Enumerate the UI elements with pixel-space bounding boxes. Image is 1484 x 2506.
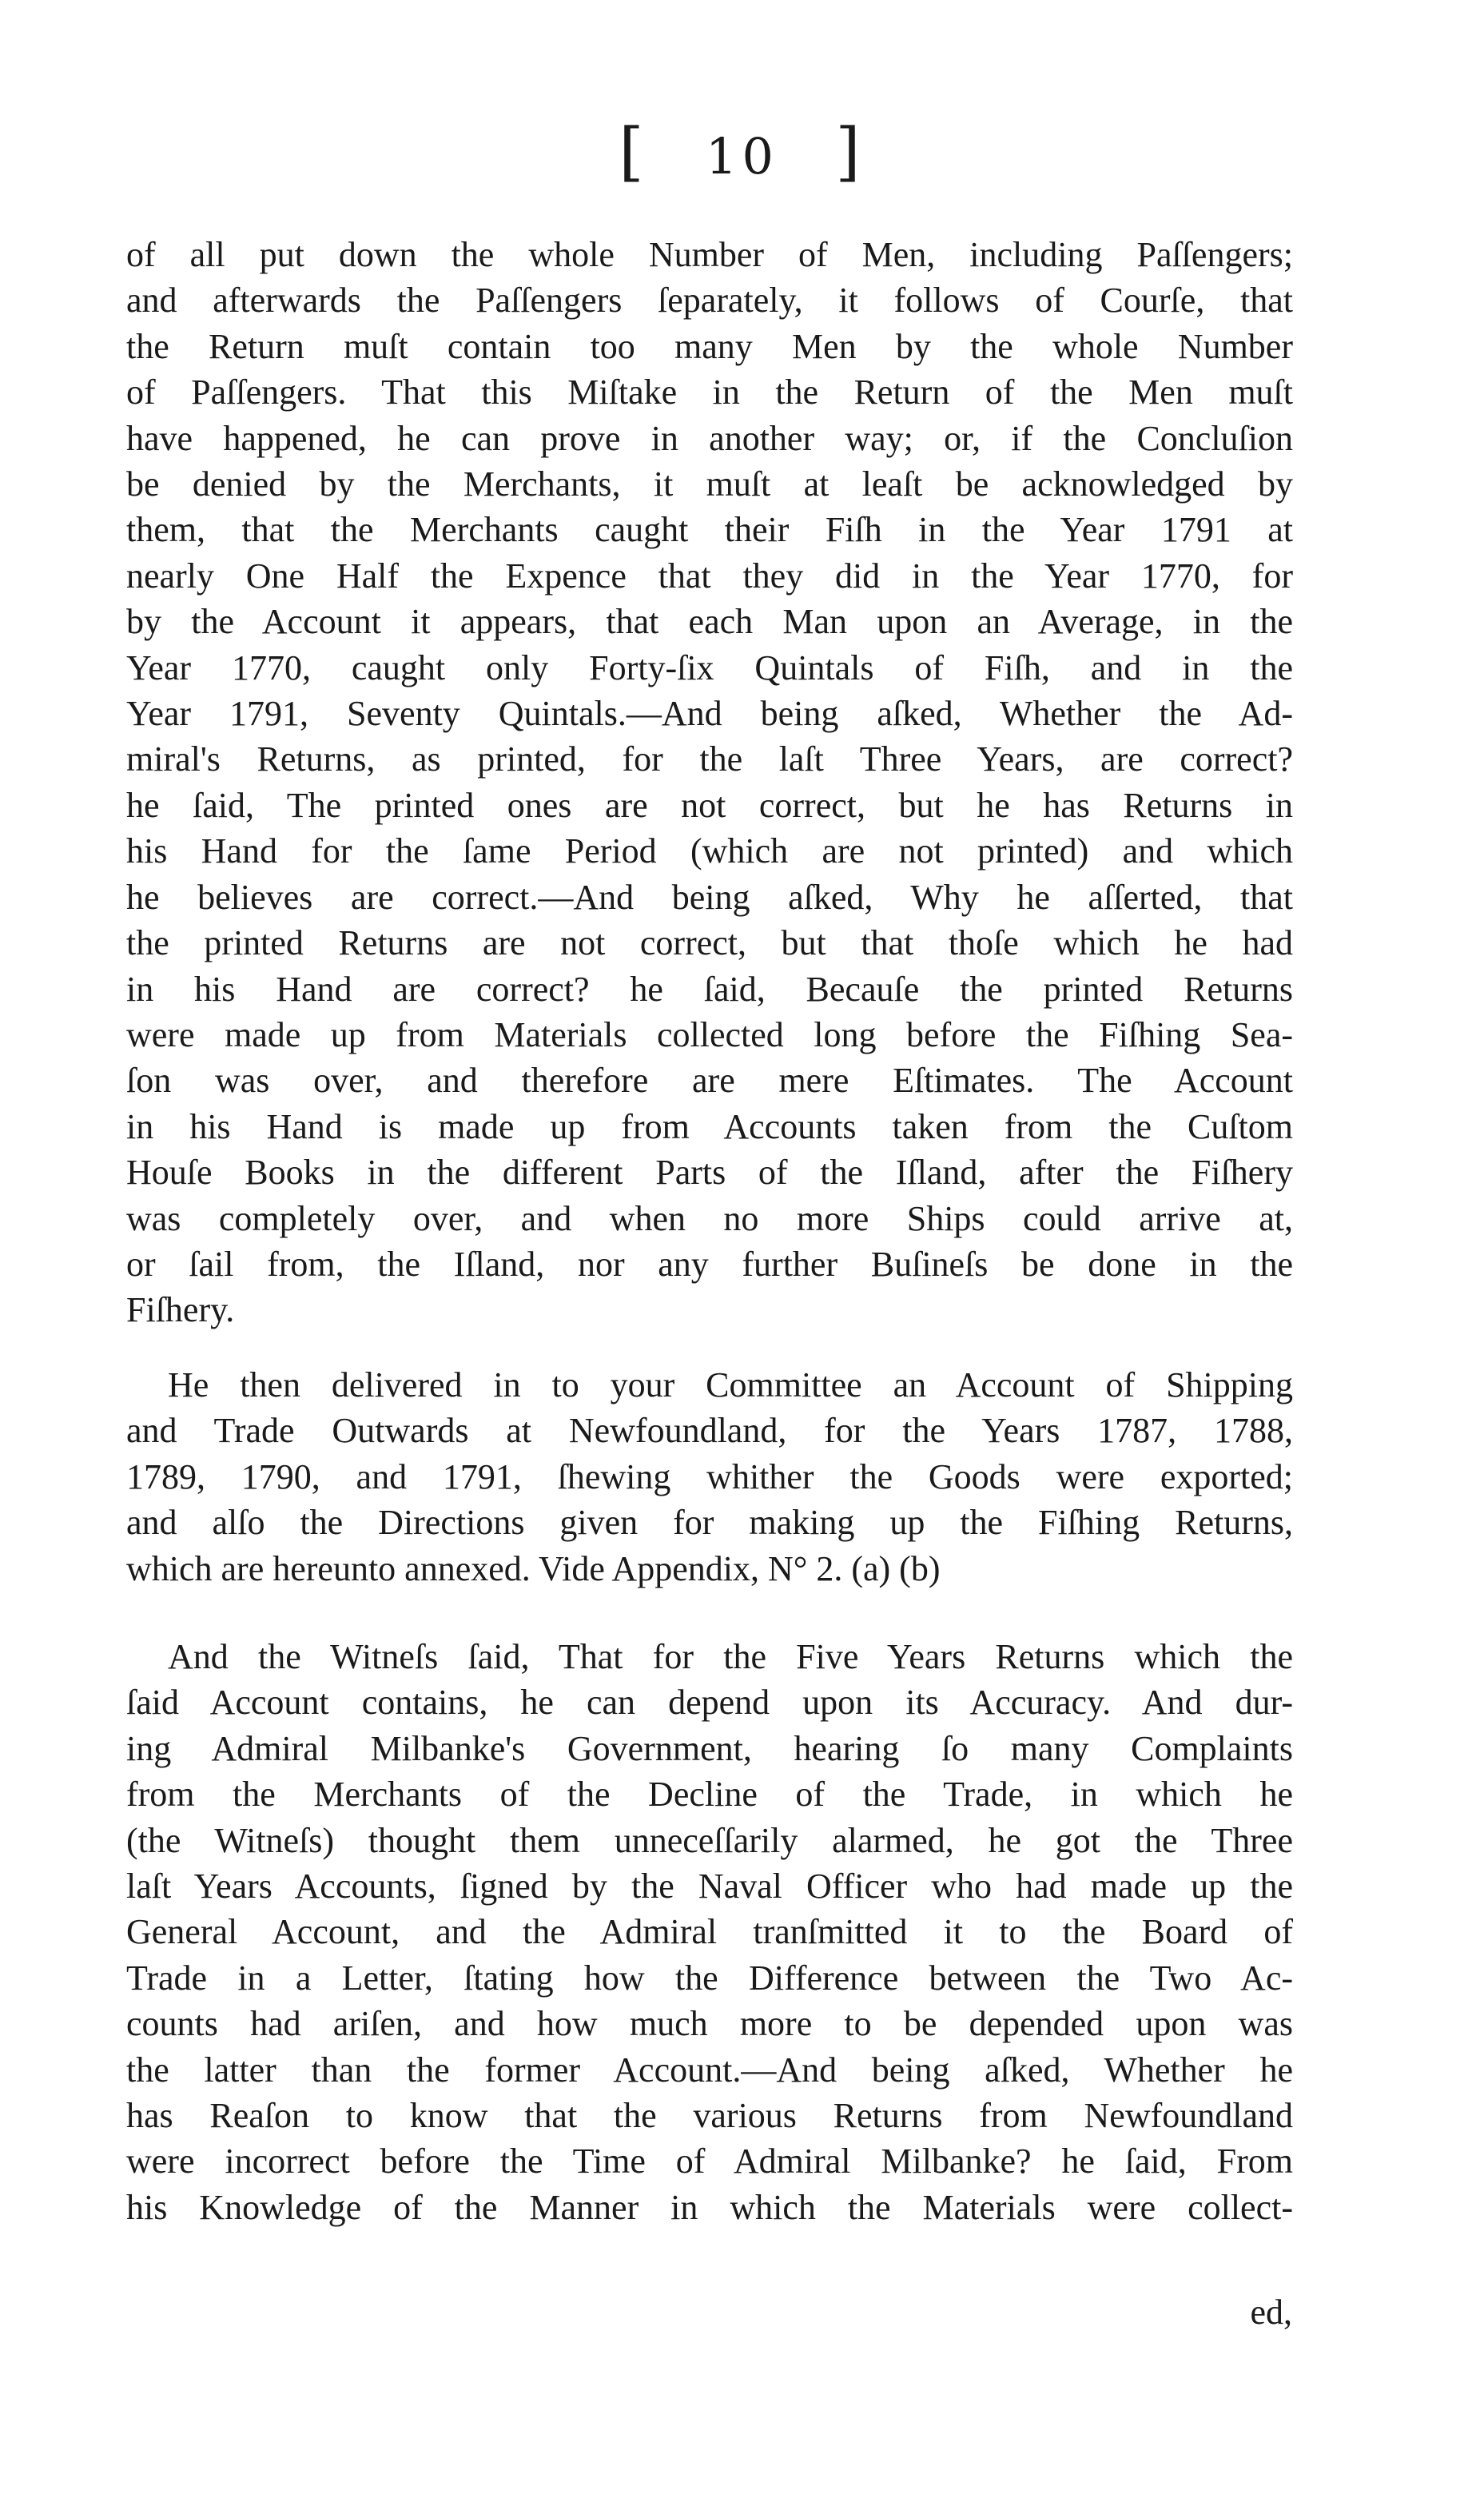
text-line: his Knowledge of the Manner in which the Materials were collect- bbox=[126, 2187, 1293, 2227]
text-line: of Paſſengers. That this Miſtake in the Return of the Men muſt bbox=[126, 373, 1293, 412]
catchword: ed, bbox=[1250, 2293, 1292, 2332]
text-line: he believes are correct.—And being aſked, Why he aſſerted, that bbox=[126, 877, 1293, 917]
text-line: was completely over, and when no more Ships could arrive at, bbox=[126, 1198, 1293, 1238]
text-line: from the Merchants of the Decline of the Trade, in which he bbox=[126, 1775, 1293, 1815]
text-line: or ſail from, the Iſland, nor any further Buſineſs be done in the bbox=[126, 1244, 1293, 1284]
text-line: of all put down the whole Number of Men, including Paſſengers; bbox=[126, 235, 1293, 274]
text-line: them, that the Merchants caught their Fiſh in the Year 1791 at bbox=[126, 510, 1293, 550]
paragraph-3 bbox=[126, 1634, 1293, 2230]
text-line: the printed Returns are not correct, but that thoſe which he had bbox=[126, 923, 1293, 963]
text-line: Trade in a Letter, ſtating how the Difference between the Two Ac- bbox=[126, 1958, 1293, 1998]
text-line: nearly One Half the Expence that they did in the Year 1770, for bbox=[126, 556, 1293, 596]
bracket-open: [ bbox=[619, 114, 649, 189]
text-line: ing Admiral Milbanke's Government, hearing ſo many Complaints bbox=[126, 1728, 1293, 1768]
text-line: the latter than the former Account.—And being aſked, Whether he bbox=[126, 2050, 1293, 2090]
text-line: he ſaid, The printed ones are not correct, but he has Returns in bbox=[126, 785, 1293, 825]
text-line: 1789, 1790, and 1791, ſhewing whither the Goods were exported; bbox=[126, 1456, 1293, 1496]
text-line: have happened, he can prove in another way; or, if the Concluſion bbox=[126, 418, 1293, 458]
page-number: 10 bbox=[706, 127, 778, 185]
text-line: ſon was over, and therefore are mere Eſtimates. The Account bbox=[126, 1061, 1293, 1101]
text-line: counts had ariſen, and how much more to be depended upon was bbox=[126, 2004, 1293, 2044]
paragraph-1 bbox=[126, 232, 1293, 1333]
text-line: and alſo the Directions given for making up the Fiſhing Returns, bbox=[126, 1503, 1293, 1543]
text-line: miral's Returns, as printed, for the laſt Three Years, are correct? bbox=[126, 739, 1293, 779]
text-line: and Trade Outwards at Newfoundland, for the Years 1787, 1788, bbox=[126, 1411, 1293, 1451]
text-line: General Account, and the Admiral tranſmitted it to the Board of bbox=[126, 1912, 1293, 1952]
text-line: Fiſhery. bbox=[126, 1290, 235, 1330]
text-line: be denied by the Merchants, it muſt at leaſt be acknowledged by bbox=[126, 464, 1293, 504]
text-line: were incorrect before the Time of Admiral Milbanke? he ſaid, From bbox=[126, 2141, 1293, 2181]
page-header bbox=[0, 114, 1484, 189]
text-line: the Return muſt contain too many Men by the whole Number bbox=[126, 326, 1293, 366]
text-line: He then delivered in to your Committee an Account of Shipping bbox=[168, 1365, 1293, 1404]
text-line: and afterwards the Paſſengers ſeparately, it follows of Courſe, that bbox=[126, 281, 1293, 321]
text-line: which are hereunto annexed. Vide Appendix, N° 2. (a) (b) bbox=[126, 1548, 941, 1588]
text-line: has Reaſon to know that the various Returns from Newfoundland bbox=[126, 2096, 1293, 2136]
text-line: were made up from Materials collected long before the Fiſhing Sea- bbox=[126, 1014, 1293, 1054]
text-line: by the Account it appears, that each Man upon an Average, in the bbox=[126, 602, 1293, 642]
text-line: (the Witneſs) thought them unneceſſarily alarmed, he got the Three bbox=[126, 1820, 1293, 1860]
bracket-close: ] bbox=[835, 114, 865, 189]
text-line: in his Hand are correct? he ſaid, Becauſe the printed Returns bbox=[126, 969, 1293, 1009]
text-line: And the Witneſs ſaid, That for the Five Years Returns which the bbox=[168, 1637, 1293, 1676]
text-line: in his Hand is made up from Accounts taken from the Cuſtom bbox=[126, 1106, 1293, 1146]
text-line: his Hand for the ſame Period (which are not printed) and which bbox=[126, 831, 1293, 871]
text-line: laſt Years Accounts, ſigned by the Naval Officer who had made up the bbox=[126, 1867, 1293, 1906]
text-line: Houſe Books in the different Parts of the Iſland, after the Fiſhery bbox=[126, 1153, 1293, 1193]
text-line: ſaid Account contains, he can depend upon its Accuracy. And dur- bbox=[126, 1683, 1293, 1723]
paragraph-2 bbox=[126, 1362, 1293, 1592]
text-line: Year 1770, caught only Forty-ſix Quintals of Fiſh, and in the bbox=[126, 647, 1293, 687]
text-line: Year 1791, Seventy Quintals.—And being aſked, Whether the Ad- bbox=[126, 694, 1293, 734]
